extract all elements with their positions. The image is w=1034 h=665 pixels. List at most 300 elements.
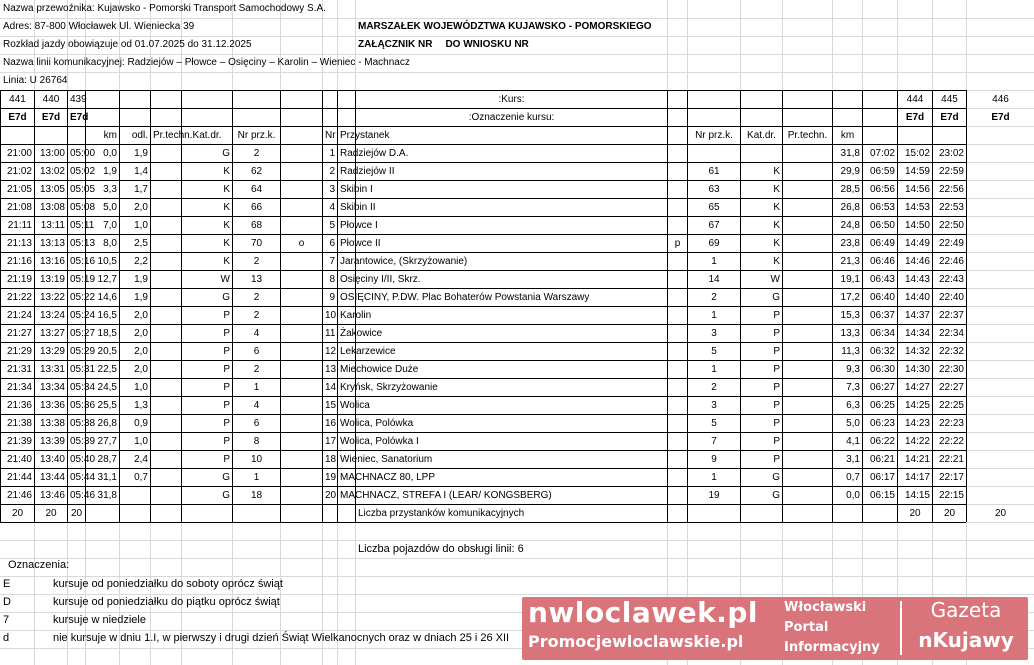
departure-time-446[interactable]: 22:22 [938,436,964,447]
stop-number-return[interactable]: 14 [708,274,720,285]
segment-distance[interactable]: 2,5 [134,238,148,249]
stop-name[interactable]: Karolin [340,310,372,321]
departure-time-446[interactable]: 22:27 [938,382,964,393]
course-number-right[interactable]: 446 [992,94,1009,105]
stop-flag-o[interactable] [281,217,322,235]
stop-flag-o[interactable] [281,397,322,415]
carrier-address[interactable]: Adres: 87-800 Włocławek Ul. Wieniecka 39 [3,21,195,32]
stop-flag-p[interactable] [668,307,687,325]
departure-time-444[interactable]: 06:56 [869,184,895,195]
departure-time-441[interactable]: 21:00 [6,148,32,159]
distance-km[interactable]: 3,3 [103,184,117,195]
stop-flag-p[interactable] [668,163,687,181]
course-mark-right[interactable]: E7d [991,112,1010,123]
departure-time-444[interactable]: 06:30 [869,364,895,375]
road-category-return[interactable] [741,145,782,163]
road-category-return[interactable]: P [773,418,780,429]
stop-flag-p[interactable]: p [674,238,681,249]
departure-time-440[interactable]: 13:16 [39,256,65,267]
road-category[interactable]: G [222,472,230,483]
departure-time-439[interactable]: 05:22 [70,292,96,303]
departure-time-446[interactable]: 22:21 [938,454,964,465]
departure-time-445[interactable]: 14:17 [904,472,930,483]
departure-time-439[interactable]: 05:31 [70,364,96,375]
stop-number[interactable]: 10 [250,454,263,465]
stop-name[interactable]: Skibin II [340,202,376,213]
road-category[interactable]: P [223,418,230,429]
stop-number[interactable]: 13 [250,274,263,285]
stop-sequence-number[interactable]: 7 [329,256,335,267]
stop-number-return[interactable]: 69 [708,238,720,249]
col-header-prtechn-return[interactable]: Pr.techn. [787,130,828,141]
departure-time-440[interactable]: 13:22 [39,292,65,303]
road-category-return[interactable]: K [773,184,780,195]
stop-sequence-number[interactable]: 11 [325,328,336,339]
departure-time-446[interactable]: 22:53 [938,202,964,213]
stop-number[interactable]: 6 [253,418,260,429]
stop-flag-o[interactable] [281,325,322,343]
course-mark-left[interactable]: E7d [8,112,27,123]
departure-time-439[interactable]: 05:40 [70,454,96,465]
col-header-nr[interactable]: Nr [325,130,336,141]
distance-km-return[interactable]: 6,3 [846,400,860,411]
departure-time-440[interactable]: 13:44 [39,472,65,483]
departure-time-445[interactable]: 14:46 [904,256,930,267]
col-header-katdr[interactable]: Kat.dr. [192,130,222,141]
departure-time-444[interactable]: 06:53 [869,202,895,213]
stop-number-return[interactable]: 3 [711,328,717,339]
segment-distance[interactable] [120,487,150,505]
stop-name[interactable]: Radziejów II [340,166,395,177]
road-category-return[interactable]: P [773,400,780,411]
segment-distance[interactable]: 1,0 [134,382,148,393]
stop-flag-p[interactable] [668,145,687,163]
stop-flag-p[interactable] [668,343,687,361]
stop-number-return[interactable]: 1 [711,364,717,375]
stop-flag-o[interactable] [281,181,322,199]
road-category-return[interactable]: P [773,436,780,447]
stop-sequence-number[interactable]: 1 [329,148,335,159]
segment-distance[interactable]: 2,0 [134,364,148,375]
legend-description[interactable]: kursuje w niedziele [53,614,146,626]
kurs-label[interactable]: :Kurs: [498,94,525,105]
departure-time-440[interactable]: 13:11 [40,220,65,231]
segment-distance[interactable]: 1,7 [134,184,148,195]
stop-name[interactable]: Osięciny I/II, Skrz. [340,274,421,285]
departure-time-440[interactable]: 13:27 [39,328,65,339]
road-category-return[interactable]: G [772,292,780,303]
departure-time-445[interactable]: 14:25 [904,400,930,411]
departure-time-444[interactable]: 06:17 [869,472,895,483]
course-number-left[interactable]: 440 [42,94,60,105]
departure-time-445[interactable]: 14:59 [904,166,930,177]
road-category-return[interactable]: P [773,364,780,375]
distance-km[interactable]: 18,5 [97,328,117,339]
departure-time-445[interactable]: 15:02 [904,148,930,159]
distance-km[interactable]: 31,8 [97,490,117,501]
road-category-return[interactable]: G [772,490,780,501]
distance-km[interactable]: 8,0 [103,238,117,249]
departure-time-440[interactable]: 13:13 [39,238,65,249]
stop-flag-o[interactable] [281,469,322,487]
road-category[interactable]: P [223,346,230,357]
segment-distance[interactable]: 2,4 [134,454,148,465]
stop-count-right[interactable]: 20 [994,508,1007,519]
stop-flag-p[interactable] [668,271,687,289]
road-category[interactable]: K [223,238,230,249]
segment-distance[interactable]: 2,0 [134,346,148,357]
distance-km-return[interactable]: 0,0 [846,490,860,501]
segment-distance[interactable]: 1,0 [134,220,148,231]
departure-time-444[interactable]: 06:23 [869,418,895,429]
departure-time-441[interactable]: 21:02 [6,166,32,177]
road-category[interactable]: P [223,400,230,411]
stop-sequence-number[interactable]: 2 [329,166,335,177]
distance-km[interactable]: 31,1 [97,472,117,483]
road-category-return[interactable]: P [773,328,780,339]
col-header-nrprzk-return[interactable]: Nr prz.k. [695,130,733,141]
stop-flag-p[interactable] [668,325,687,343]
departure-time-440[interactable]: 13:39 [39,436,65,447]
distance-km-return[interactable]: 19,1 [840,274,860,285]
departure-time-441[interactable]: 21:39 [6,436,32,447]
stop-sequence-number[interactable]: 8 [329,274,335,285]
departure-time-446[interactable]: 22:40 [938,292,964,303]
departure-time-439[interactable]: 05:13 [70,238,96,249]
stop-count-left[interactable]: 20 [70,508,83,519]
legend-code[interactable]: d [3,632,10,644]
road-category[interactable]: G [222,490,230,501]
road-category-return[interactable]: G [772,472,780,483]
departure-time-445[interactable]: 14:37 [904,310,930,321]
departure-time-446[interactable]: 22:30 [938,364,964,375]
stop-name[interactable]: MACHNACZ, STREFA I (LEAR/ KONGSBERG) [340,490,552,501]
stop-name[interactable]: Płowce II [340,238,381,249]
stop-flag-o[interactable] [281,451,322,469]
departure-time-441[interactable]: 21:29 [6,346,32,357]
departure-time-441[interactable]: 21:22 [6,292,32,303]
stop-count-right[interactable]: 20 [909,508,921,519]
stop-sequence-number[interactable]: 3 [329,184,335,195]
departure-time-446[interactable]: 22:56 [938,184,964,195]
vehicles-count[interactable]: Liczba pojazdów do obsługi linii: 6 [358,543,524,555]
departure-time-441[interactable]: 21:11 [7,220,32,231]
distance-km[interactable]: 5,0 [103,202,117,213]
distance-km-return[interactable]: 15,3 [840,310,860,321]
road-category-return[interactable]: K [773,256,780,267]
stop-name[interactable]: Płowce I [340,220,378,231]
stop-flag-p[interactable] [668,217,687,235]
oznaczenie-label[interactable]: :Oznaczenie kursu: [468,112,555,123]
road-category-return[interactable]: K [773,202,780,213]
stop-number[interactable]: 2 [253,148,260,159]
segment-distance[interactable]: 2,0 [134,310,148,321]
stop-name[interactable]: OSIĘCINY, P.DW. Plac Bohaterów Powstania Warszawy [340,292,590,303]
stop-sequence-number[interactable]: 12 [325,346,337,357]
departure-time-439[interactable]: 05:44 [70,472,96,483]
departure-time-441[interactable]: 21:38 [6,418,32,429]
departure-time-445[interactable]: 14:53 [904,202,930,213]
stop-number-return[interactable]: 7 [711,436,717,447]
stop-flag-o[interactable] [281,253,322,271]
stop-count-left[interactable]: 20 [11,508,24,519]
segment-distance[interactable]: 2,0 [134,202,148,213]
departure-time-444[interactable]: 06:43 [869,274,895,285]
departure-time-444[interactable]: 06:32 [869,346,895,357]
stops-count-label[interactable]: Liczba przystanków komunikacyjnych [358,508,525,519]
departure-time-446[interactable]: 22:15 [938,490,964,501]
distance-km-return[interactable]: 29,9 [840,166,860,177]
road-category[interactable]: K [223,220,230,231]
stop-flag-p[interactable] [668,379,687,397]
departure-time-441[interactable]: 21:36 [6,400,32,411]
distance-km-return[interactable]: 11,3 [841,346,860,357]
distance-km[interactable]: 10,5 [97,256,117,267]
stop-number-return[interactable]: 3 [711,400,717,411]
departure-time-439[interactable]: 05:29 [70,346,96,357]
departure-time-440[interactable]: 13:31 [39,364,65,375]
departure-time-444[interactable]: 06:46 [869,256,895,267]
stop-sequence-number[interactable]: 4 [329,202,335,213]
distance-km-return[interactable]: 13,3 [840,328,860,339]
departure-time-440[interactable]: 13:38 [39,418,65,429]
legend-code[interactable]: D [3,596,11,608]
departure-time-440[interactable]: 13:00 [39,148,65,159]
departure-time-439[interactable]: 05:38 [70,418,96,429]
distance-km[interactable]: 20,5 [97,346,117,357]
stop-sequence-number[interactable]: 6 [329,238,335,249]
departure-time-445[interactable]: 14:32 [904,346,930,357]
stop-name[interactable]: Jarantowice, (Skrzyżowanie) [340,256,468,267]
distance-km[interactable]: 0,0 [103,148,117,159]
stop-number[interactable]: 62 [250,166,263,177]
departure-time-444[interactable]: 06:15 [869,490,895,501]
stop-number-return[interactable]: 63 [708,184,720,195]
distance-km[interactable]: 7,0 [103,220,117,231]
stop-sequence-number[interactable]: 13 [325,364,337,375]
departure-time-439[interactable]: 05:39 [70,436,96,447]
departure-time-440[interactable]: 13:36 [39,400,65,411]
stop-flag-o[interactable] [281,379,322,397]
segment-distance[interactable]: 0,9 [134,418,148,429]
distance-km-return[interactable]: 9,3 [846,364,860,375]
road-category-return[interactable]: P [773,382,780,393]
road-category[interactable]: K [223,256,230,267]
departure-time-444[interactable]: 06:40 [869,292,895,303]
stop-number-return[interactable] [688,145,740,163]
departure-time-445[interactable]: 14:34 [904,328,930,339]
distance-km-return[interactable]: 0,7 [846,472,860,483]
stop-sequence-number[interactable]: 20 [325,490,337,501]
stop-flag-p[interactable] [668,487,687,505]
stop-flag-o[interactable] [281,199,322,217]
distance-km[interactable]: 26,8 [97,418,117,429]
departure-time-439[interactable]: 05:36 [70,400,96,411]
distance-km-return[interactable]: 28,5 [840,184,860,195]
departure-time-446[interactable]: 22:37 [938,310,964,321]
stop-number[interactable]: 18 [250,490,263,501]
departure-time-441[interactable]: 21:31 [6,364,32,375]
stop-number-return[interactable]: 19 [708,490,720,501]
stop-number[interactable]: 8 [253,436,260,447]
distance-km-return[interactable]: 5,0 [846,418,860,429]
stop-number[interactable]: 70 [250,238,263,249]
course-mark-left[interactable]: E7d [70,112,89,123]
segment-distance[interactable]: 2,0 [134,328,148,339]
segment-distance[interactable]: 2,2 [134,256,148,267]
distance-km-return[interactable]: 26,8 [840,202,860,213]
road-category[interactable]: P [223,436,230,447]
departure-time-445[interactable]: 14:23 [904,418,930,429]
departure-time-439[interactable]: 05:27 [70,328,96,339]
line-number[interactable]: Linia: U 26764 [3,75,68,86]
departure-time-441[interactable]: 21:05 [6,184,32,195]
stop-flag-o[interactable] [281,361,322,379]
departure-time-446[interactable]: 22:17 [938,472,964,483]
stop-name[interactable]: Lekarzewice [340,346,396,357]
departure-time-440[interactable]: 13:34 [39,382,65,393]
departure-time-446[interactable]: 22:43 [938,274,964,285]
departure-time-444[interactable]: 06:59 [869,166,895,177]
road-category[interactable]: P [223,310,230,321]
stop-flag-o[interactable] [281,307,322,325]
road-category-return[interactable]: P [773,310,780,321]
legend-code[interactable]: 7 [3,614,10,626]
departure-time-446[interactable]: 23:02 [938,148,964,159]
departure-time-444[interactable]: 06:37 [869,310,895,321]
course-number-right[interactable]: 445 [941,94,958,105]
distance-km[interactable]: 25,5 [97,400,117,411]
distance-km-return[interactable]: 7,3 [846,382,860,393]
stop-name[interactable]: Wolica, Polówka I [340,436,419,447]
departure-time-444[interactable]: 06:50 [869,220,895,231]
stop-flag-p[interactable] [668,289,687,307]
distance-km-return[interactable]: 4,1 [846,436,860,447]
departure-time-445[interactable]: 14:21 [904,454,930,465]
departure-time-439[interactable]: 05:34 [70,382,96,393]
stop-name[interactable]: Żakowice [340,328,383,339]
col-header-katdr-return[interactable]: Kat.dr. [747,130,776,141]
stop-number[interactable]: 4 [253,328,260,339]
stop-flag-o[interactable]: o [298,238,305,249]
departure-time-444[interactable]: 07:02 [869,148,895,159]
stop-flag-p[interactable] [668,199,687,217]
stop-flag-o[interactable] [281,163,322,181]
departure-time-440[interactable]: 13:05 [39,184,65,195]
stop-sequence-number[interactable]: 5 [329,220,335,231]
departure-time-446[interactable]: 22:59 [938,166,964,177]
col-header-km[interactable]: km [103,130,117,141]
course-mark-right[interactable]: E7d [940,112,959,123]
distance-km[interactable]: 28,7 [97,454,117,465]
stop-number-return[interactable]: 2 [711,382,717,393]
col-header-nrprzk[interactable]: Nr prz.k. [237,130,276,141]
departure-time-441[interactable]: 21:19 [6,274,32,285]
stop-number[interactable]: 1 [253,472,260,483]
departure-time-439[interactable]: 05:00 [70,148,96,159]
segment-distance[interactable]: 1,4 [134,166,148,177]
stop-flag-o[interactable] [281,433,322,451]
departure-time-441[interactable]: 21:13 [6,238,32,249]
segment-distance[interactable]: 1,0 [134,436,148,447]
stop-number-return[interactable]: 2 [711,292,717,303]
departure-time-446[interactable]: 22:49 [938,238,964,249]
distance-km-return[interactable]: 3,1 [846,454,860,465]
road-category[interactable]: G [222,292,230,303]
stop-sequence-number[interactable]: 15 [325,400,337,411]
departure-time-445[interactable]: 14:22 [904,436,930,447]
departure-time-446[interactable]: 22:50 [938,220,964,231]
stop-sequence-number[interactable]: 17 [325,436,337,447]
stop-flag-p[interactable] [668,361,687,379]
stop-number[interactable]: 2 [253,256,260,267]
distance-km-return[interactable]: 24,8 [840,220,860,231]
segment-distance[interactable]: 0,7 [134,472,148,483]
departure-time-439[interactable]: 05:02 [70,166,96,177]
departure-time-441[interactable]: 21:40 [6,454,32,465]
legend-description[interactable]: kursuje od poniedziałku do soboty oprócz świąt [53,578,283,590]
departure-time-445[interactable]: 14:40 [904,292,930,303]
legend-title[interactable]: Oznaczenia: [8,559,70,571]
road-category-return[interactable]: P [773,454,780,465]
departure-time-444[interactable]: 06:49 [869,238,895,249]
stop-number[interactable]: 1 [253,382,260,393]
stop-sequence-number[interactable]: 9 [329,292,335,303]
distance-km[interactable]: 24,5 [97,382,117,393]
stop-name[interactable]: Wolica, Polówka [340,418,414,429]
departure-time-446[interactable]: 22:34 [938,328,964,339]
road-category[interactable]: P [223,454,230,465]
departure-time-441[interactable]: 21:08 [6,202,32,213]
departure-time-445[interactable]: 14:43 [904,274,930,285]
segment-distance[interactable]: 1,9 [134,148,148,159]
stop-number-return[interactable]: 1 [711,310,717,321]
stop-sequence-number[interactable]: 19 [325,472,337,483]
road-category-return[interactable]: K [773,238,780,249]
road-category-return[interactable]: P [773,346,780,357]
stop-number-return[interactable]: 1 [711,472,717,483]
stop-flag-p[interactable] [668,181,687,199]
stop-sequence-number[interactable]: 14 [325,382,337,393]
distance-km[interactable]: 22,5 [97,364,117,375]
stop-name[interactable]: Wolica [340,400,370,411]
departure-time-446[interactable]: 22:32 [938,346,964,357]
stop-number-return[interactable]: 5 [711,346,717,357]
road-category-return[interactable]: K [773,166,780,177]
stop-sequence-number[interactable]: 16 [325,418,337,429]
line-name[interactable]: Nazwa linii komunikacyjnej: Radziejów – Płowce – Osięciny – Karolin – Wieniec - Machnacz [3,57,410,68]
legend-description[interactable]: nie kursuje w dniu 1.I, w pierwszy i drugi dzień Świąt Wielkanocnych oraz w dniach 25 i 26 XII [53,632,510,644]
stop-number[interactable]: 66 [250,202,263,213]
col-header-odl[interactable]: odl. [131,130,148,141]
departure-time-444[interactable]: 06:27 [869,382,895,393]
stop-number[interactable]: 6 [253,346,260,357]
stop-flag-o[interactable] [281,271,322,289]
distance-km-return[interactable]: 23,8 [840,238,860,249]
departure-time-441[interactable]: 21:34 [6,382,32,393]
departure-time-440[interactable]: 13:24 [39,310,65,321]
stop-count-left[interactable]: 20 [45,508,57,519]
departure-time-439[interactable]: 05:24 [70,310,96,321]
departure-time-446[interactable]: 22:25 [938,400,964,411]
segment-distance[interactable]: 1,9 [134,292,148,303]
departure-time-444[interactable]: 06:21 [869,454,895,465]
departure-time-444[interactable]: 06:22 [869,436,895,447]
departure-time-445[interactable]: 14:50 [904,220,930,231]
road-category-return[interactable]: K [773,220,780,231]
stop-number[interactable]: 2 [253,292,260,303]
distance-km-return[interactable]: 31,8 [840,148,860,159]
